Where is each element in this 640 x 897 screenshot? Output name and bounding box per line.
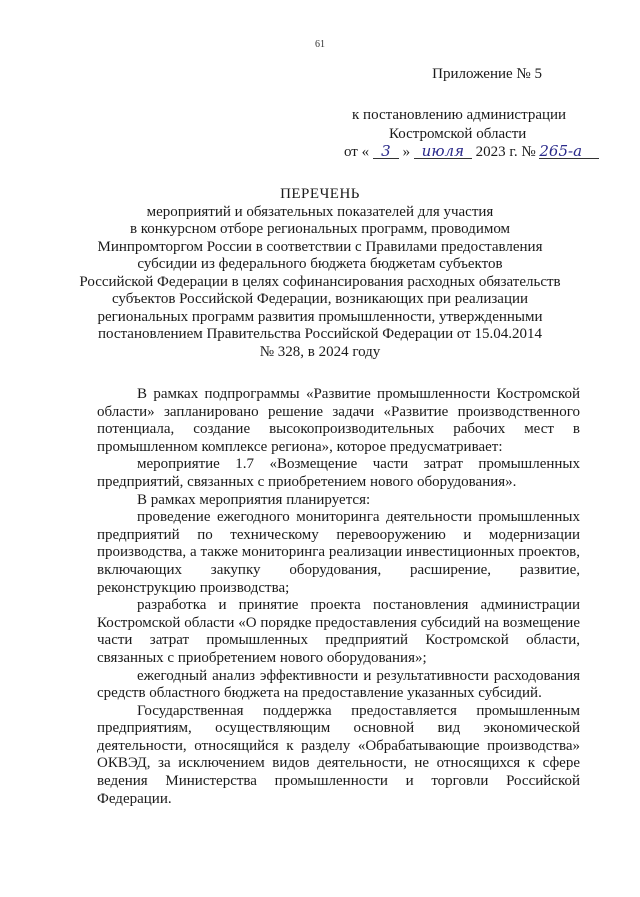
body-paragraph: мероприятие 1.7 «Возмещение части затрат промышленных предприятий, связанных с приобретением нового оборудования». [97,456,580,490]
heading-line: Российской Федерации в целях софинансирования расходных обязательств [79,273,561,290]
heading-line: мероприятий и обязательных показателей для участия [146,203,494,220]
page-number: 61 [315,39,325,50]
appendix-title: Приложение № 5 [432,66,542,82]
appendix-date-line [344,142,599,162]
date-year: 2023 г. № [475,144,536,160]
heading-title: ПЕРЕЧЕНЬ [280,186,360,202]
handwritten-day: 3 [373,144,399,159]
body-paragraph: В рамках подпрограммы «Развитие промышленности Костромской области» запланировано решение задачи «Развитие производственного потенциала, создание высокопроизводительных рабочих мест в промышленном комплексе региона», которое предусматривает: [97,386,580,455]
body-paragraph: ежегодный анализ эффективности и результативности расходования средств областного бюджета на предоставление указанных субсидий. [97,667,580,702]
heading-line: в конкурсном отборе региональных программ, проводимом [129,221,511,237]
heading-line: Минпромторгом России в соответствии с Правилами предоставления [97,238,543,255]
handwritten-month: июля [414,144,472,159]
document-heading [60,186,580,361]
handwritten-number: 265-а [539,144,599,159]
heading-line: региональных программ развития промышленности, утвержденными [97,308,543,325]
appendix-reference-line: к постановлению администрации [352,107,567,123]
heading-line: субъектов Российской Федерации, возникающих при реализации [111,291,529,307]
heading-line: № 328, в 2024 году [259,343,381,360]
heading-line: субсидии из федерального бюджета бюджетам субъектов [137,256,503,272]
body-paragraph: В рамках мероприятия планируется: [137,491,371,508]
heading-line: постановлением Правительства Российской Федерации от 15.04.2014 [98,326,542,342]
body-paragraph: разработка и принятие проекта постановления администрации Костромской области «О порядке предоставления субсидий на возмещение части затрат промышленных предприятий Костромской области, связанных с приобретением нового оборудования»; [97,597,580,666]
appendix-region-line: Костромской области [389,126,527,142]
body-paragraph: Государственная поддержка предоставляется промышленным предприятиям, осуществляющим основной вид экономической деятельности, относящийся к разделу «Обрабатывающие производства» ОКВЭД, за исключением видов деятельности, не относящихся к сфере ведения Министерства промышленности и торговли Российской Федерации. [97,702,580,807]
body-paragraph: проведение ежегодного мониторинга деятельности промышленных предприятий по техническому перевооружению и модернизации производства, а также мониторинга реализации инвестиционных проектов, включающих закупку оборудования, расширение, развитие, реконструкцию производства; [97,509,580,596]
document-body [97,386,580,808]
date-prefix: от « [344,144,370,160]
date-mid: » [402,144,411,160]
